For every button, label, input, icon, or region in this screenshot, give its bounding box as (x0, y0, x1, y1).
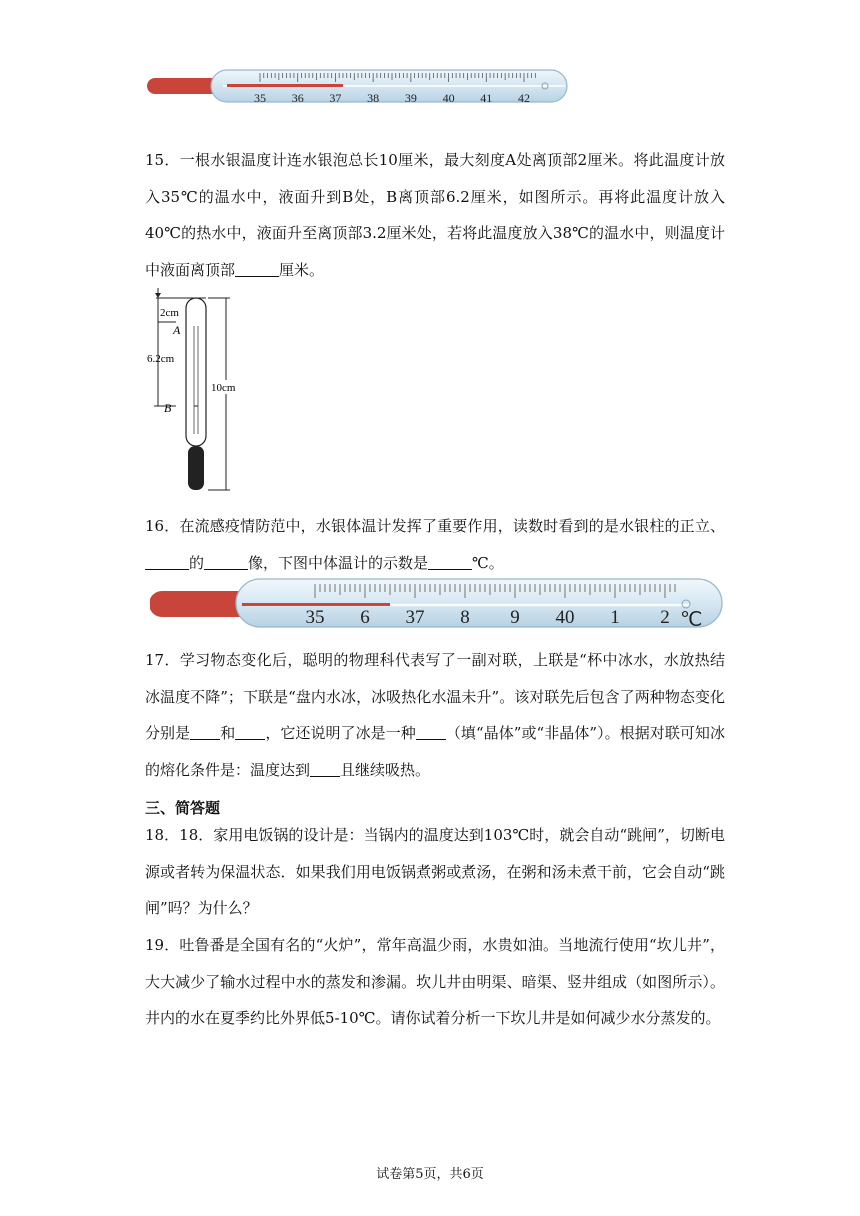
mercury-bulb (188, 446, 204, 490)
thermometer-bulb (150, 591, 242, 617)
question-text: 的 (189, 553, 205, 572)
answer-blank[interactable] (235, 723, 265, 740)
answer-blank[interactable] (235, 260, 279, 277)
scale-label: 6 (360, 607, 370, 628)
thermometer-length-diagram (146, 286, 246, 492)
question-text: 且继续吸热。 (340, 760, 431, 779)
page-footer: 试卷第5页，共6页 (376, 1167, 484, 1182)
scale-label: 37 (329, 91, 342, 105)
mercury-column (227, 84, 343, 87)
answer-blank[interactable] (428, 553, 472, 570)
question-text: 和 (220, 724, 236, 742)
section-heading: 三、简答题 (145, 799, 221, 817)
scale-label: 42 (518, 91, 530, 105)
answer-blank[interactable] (310, 760, 340, 777)
thermometer-outline (186, 298, 206, 446)
question-16 (145, 508, 725, 581)
answer-blank[interactable] (416, 723, 446, 740)
answer-blank[interactable] (190, 723, 220, 740)
question-text: ，它还说明了冰是一种 (265, 724, 416, 742)
label-10cm: 10cm (211, 382, 236, 394)
scale-label: 37 (405, 607, 425, 628)
scale-label: 35 (305, 607, 325, 628)
question-number: 17． (145, 651, 180, 669)
scale-label: 35 (254, 91, 266, 105)
question-number: 16． (145, 517, 180, 535)
thermometer-figure-2 (150, 576, 726, 630)
question-text: 学习物态变化后，聪明的物理科代表写了一副对联，上联是“杯中冰水，水放热结冰温度不降”；下联是“盘内水冰，冰吸热化水温未升”。该对联先后包含了两种物态变化分别是 (145, 651, 725, 742)
label-B: B (164, 401, 172, 415)
label-A: A (173, 323, 181, 337)
label-6-2cm: 6.2cm (147, 353, 175, 365)
question-15 (145, 142, 725, 288)
scale-label: 9 (510, 607, 520, 628)
question-text: ℃。 (472, 553, 504, 572)
question-text: （填“晶体”或“非晶体”）。根据对联可知冰的熔化条件是：温度达到 (145, 724, 725, 779)
scale-label: 2 (660, 607, 670, 628)
scale-label: 40 (442, 91, 455, 105)
question-text: 在流感疫情防范中，水银体温计发挥了重要作用，读数时看到的是水银柱的正立、 (179, 517, 725, 535)
unit-label: ℃ (680, 609, 703, 630)
question-text: 像，下图中体温计的示数是 (248, 553, 429, 572)
scale-label: 41 (480, 91, 493, 105)
question-number: 15． (145, 151, 180, 169)
label-2cm: 2cm (160, 307, 179, 319)
question-17 (145, 642, 725, 788)
scale-label: 38 (367, 91, 380, 105)
scale-label: 36 (291, 91, 304, 105)
scale-label: 8 (460, 607, 470, 628)
answer-blank[interactable] (145, 553, 189, 570)
thermometer-figure-1 (145, 64, 575, 108)
question-text: 一根水银温度计连水银泡总长10厘米，最大刻度A处离顶部2厘米。将此温度计放入35℃的温水中，液面升到B处，B离顶部6.2厘米，如图所示。再将此温度计放入40℃的热水中，液面升至离顶部3.2厘米处，若将此温度放入38℃的温水中，则温度计中液面离顶部 (145, 151, 726, 279)
answer-blank[interactable] (204, 553, 248, 570)
scale-label: 1 (610, 607, 620, 628)
question-19: 19．吐鲁番是全国有名的“火炉”，常年高温少雨，水贵如油。当地流行使用“坎儿井”，大大减少了输水过程中水的蒸发和渗漏。坎儿井由明渠、暗渠、竖井组成（如图所示）。井内的水在夏季约比外界低5-10℃。请你试着分析一下坎儿井是如何减少水分蒸发的。 (145, 936, 725, 1027)
scale-label: 40 (555, 607, 575, 628)
mercury-column (242, 603, 390, 606)
question-text: 厘米。 (279, 260, 325, 279)
question-18: 18．18．家用电饭锅的设计是：当锅内的温度达到103℃时，就会自动“跳闸”，切断电源或者转为保温状态．如果我们用电饭锅煮粥或煮汤，在粥和汤未煮干前，它会自动“跳闸”吗？为什么？ (145, 826, 725, 917)
scale-label: 39 (404, 91, 417, 105)
